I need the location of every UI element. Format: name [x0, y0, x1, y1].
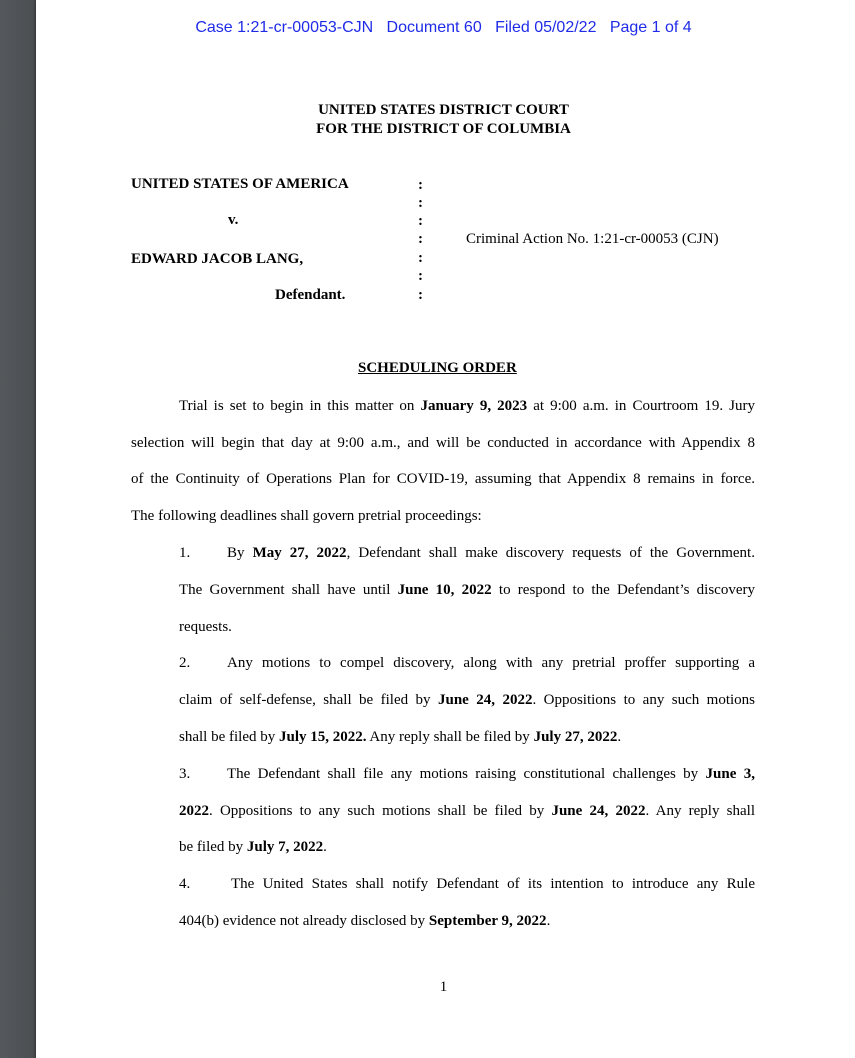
caption-colon: :: [418, 231, 423, 247]
caption-colon: :: [418, 268, 423, 284]
deadline-date: June 24, 2022: [438, 692, 533, 708]
item-text: The Government shall have until: [179, 582, 398, 598]
item-4-line-2: [179, 913, 550, 930]
item-text: 404(b) evidence not already disclosed by: [179, 913, 429, 929]
intro-line-4: The following deadlines shall govern pretrial proceedings:: [131, 508, 482, 524]
item-number: 2.: [179, 655, 191, 671]
viewer-gutter: [0, 0, 36, 1058]
item-1-line-2: [179, 582, 755, 599]
ecf-header-stamp: [36, 19, 851, 37]
deadline-date: June 10, 2022: [397, 582, 492, 598]
caption-colon: :: [418, 195, 423, 211]
item-text: . Any reply shall: [645, 803, 756, 819]
deadline-date: September 9, 2022: [428, 913, 547, 929]
court-line-1: UNITED STATES DISTRICT COURT: [318, 102, 569, 118]
item-text: , Defendant shall make discovery requests of the Government.: [346, 545, 755, 561]
page-number: 1: [439, 979, 448, 995]
caption-colon: :: [418, 287, 423, 303]
item-number: 3.: [179, 766, 191, 782]
item-text: be filed by: [179, 839, 247, 855]
item-text: claim of self-defense, shall be filed by: [179, 692, 438, 708]
item-1-line-3: requests.: [179, 619, 232, 635]
item-3-line-1: [227, 766, 755, 783]
deadline-date: July 27, 2022: [533, 729, 618, 745]
item-number: 1.: [179, 545, 191, 561]
item-2-line-3: [179, 729, 621, 746]
stamp-document: Document 60: [386, 19, 482, 36]
caption-colon: :: [418, 177, 423, 193]
deadline-date: June 3,: [705, 766, 756, 782]
caption-plaintiff: UNITED STATES OF AMERICA: [131, 176, 349, 192]
caption-colon: :: [418, 250, 423, 266]
stamp-case: Case 1:21-cr-00053-CJN: [195, 19, 374, 36]
item-text: Any reply shall be filed by: [366, 729, 534, 745]
intro-line-3: of the Continuity of Operations Plan for COVID-19, assuming that Appendix 8 remains in force.: [131, 471, 755, 487]
deadline-date: July 7, 2022: [246, 839, 324, 855]
item-text: shall be filed by: [179, 729, 279, 745]
deadline-date: June 24, 2022: [551, 803, 646, 819]
stamp-page: Page 1 of 4: [609, 19, 692, 36]
caption-colon: :: [418, 213, 423, 229]
order-title: SCHEDULING ORDER: [358, 360, 517, 376]
item-text: .: [617, 729, 622, 745]
deadline-date: 2022: [179, 803, 209, 819]
item-text: By: [227, 545, 253, 561]
caption-defendant-label: Defendant.: [275, 287, 346, 303]
deadline-date: May 27, 2022: [252, 545, 347, 561]
item-2-line-1: Any motions to compel discovery, along with any pretrial proffer supporting a: [227, 655, 755, 671]
item-1-line-1: [227, 545, 755, 562]
court-line-2: FOR THE DISTRICT OF COLUMBIA: [316, 121, 571, 137]
item-3-line-2: [179, 803, 755, 820]
item-3-line-3: [179, 839, 327, 856]
stamp-filed: Filed 05/02/22: [495, 19, 597, 36]
item-text: . Oppositions to any such motions shall be filed by: [209, 803, 552, 819]
caption-versus: v.: [228, 212, 239, 228]
intro-text: Trial is set to begin in this matter on: [179, 398, 421, 414]
case-number: Criminal Action No. 1:21-cr-00053 (CJN): [466, 231, 719, 247]
item-number: 4.: [179, 876, 191, 892]
item-text: .: [546, 913, 551, 929]
item-text: to respond to the Defendant’s discovery: [491, 582, 755, 598]
intro-line-1: [179, 398, 755, 415]
item-text: .: [323, 839, 327, 855]
item-text: . Oppositions to any such motions: [532, 692, 756, 708]
deadline-date: July 15, 2022.: [278, 729, 367, 745]
item-4-line-1: The United States shall notify Defendant of its intention to introduce any Rule: [231, 876, 755, 892]
item-text: The Defendant shall file any motions raising constitutional challenges by: [227, 766, 706, 782]
intro-line-2: selection will begin that day at 9:00 a.m., and will be conducted in accordance with Appendix 8: [131, 435, 755, 451]
item-2-line-2: [179, 692, 755, 709]
caption-defendant-name: EDWARD JACOB LANG,: [131, 251, 304, 267]
court-heading: [36, 101, 851, 139]
intro-text: at 9:00 a.m. in Courtroom 19. Jury: [527, 398, 755, 414]
document-page: [36, 0, 855, 1058]
trial-date: January 9, 2023: [420, 398, 528, 414]
